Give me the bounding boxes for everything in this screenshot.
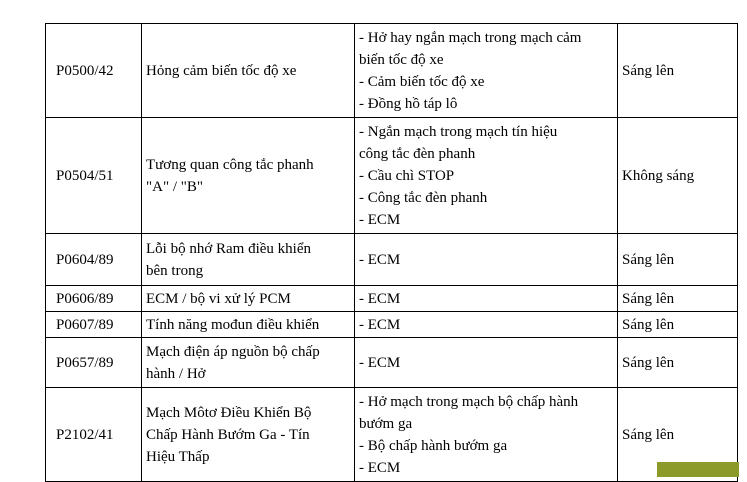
table-row [46, 286, 738, 312]
table-row [46, 118, 738, 234]
dtc-description: Tương quan công tắc phanh "A" / "B" [142, 118, 355, 234]
dtc-causes: - ECM [355, 338, 618, 388]
dtc-description: Mạch điện áp nguồn bộ chấp hành / Hở [142, 338, 355, 388]
table-row [46, 312, 738, 338]
dtc-description: Lỗi bộ nhớ Ram điều khiển bên trong [142, 234, 355, 286]
dtc-description: Mạch Môtơ Điều Khiển Bộ Chấp Hành Bướm Ga - Tín Hiệu Thấp [142, 388, 355, 482]
mil-status: Không sáng [618, 118, 738, 234]
dtc-code: P0606/89 [46, 286, 142, 312]
dtc-code: P0607/89 [46, 312, 142, 338]
table-row [46, 24, 738, 118]
table-row [46, 338, 738, 388]
dtc-code: P0604/89 [46, 234, 142, 286]
mil-status: Sáng lên [618, 234, 738, 286]
dtc-table [45, 23, 738, 482]
mil-status: Sáng lên [618, 312, 738, 338]
dtc-code: P0504/51 [46, 118, 142, 234]
table-row [46, 388, 738, 482]
dtc-causes: - Hở mạch trong mạch bộ chấp hành bướm ga - Bộ chấp hành bướm ga - ECM [355, 388, 618, 482]
decorative-corner-bar [657, 462, 739, 477]
dtc-causes: - ECM [355, 286, 618, 312]
mil-status: Sáng lên [618, 286, 738, 312]
dtc-causes: - Hở hay ngắn mạch trong mạch cảm biến tốc độ xe - Cảm biến tốc độ xe - Đồng hồ táp lô [355, 24, 618, 118]
table-row [46, 234, 738, 286]
dtc-causes: - ECM [355, 234, 618, 286]
dtc-description: Tính năng mođun điều khiển [142, 312, 355, 338]
mil-status: Sáng lên [618, 338, 738, 388]
mil-status: Sáng lên [618, 24, 738, 118]
dtc-code: P2102/41 [46, 388, 142, 482]
dtc-causes: - Ngắn mạch trong mạch tín hiệu công tắc đèn phanh - Cầu chì STOP - Công tắc đèn phanh - ECM [355, 118, 618, 234]
dtc-code: P0657/89 [46, 338, 142, 388]
dtc-code: P0500/42 [46, 24, 142, 118]
dtc-description: Hỏng cảm biến tốc độ xe [142, 24, 355, 118]
dtc-causes: - ECM [355, 312, 618, 338]
mil-status: Sáng lên [618, 388, 738, 482]
dtc-description: ECM / bộ vi xử lý PCM [142, 286, 355, 312]
